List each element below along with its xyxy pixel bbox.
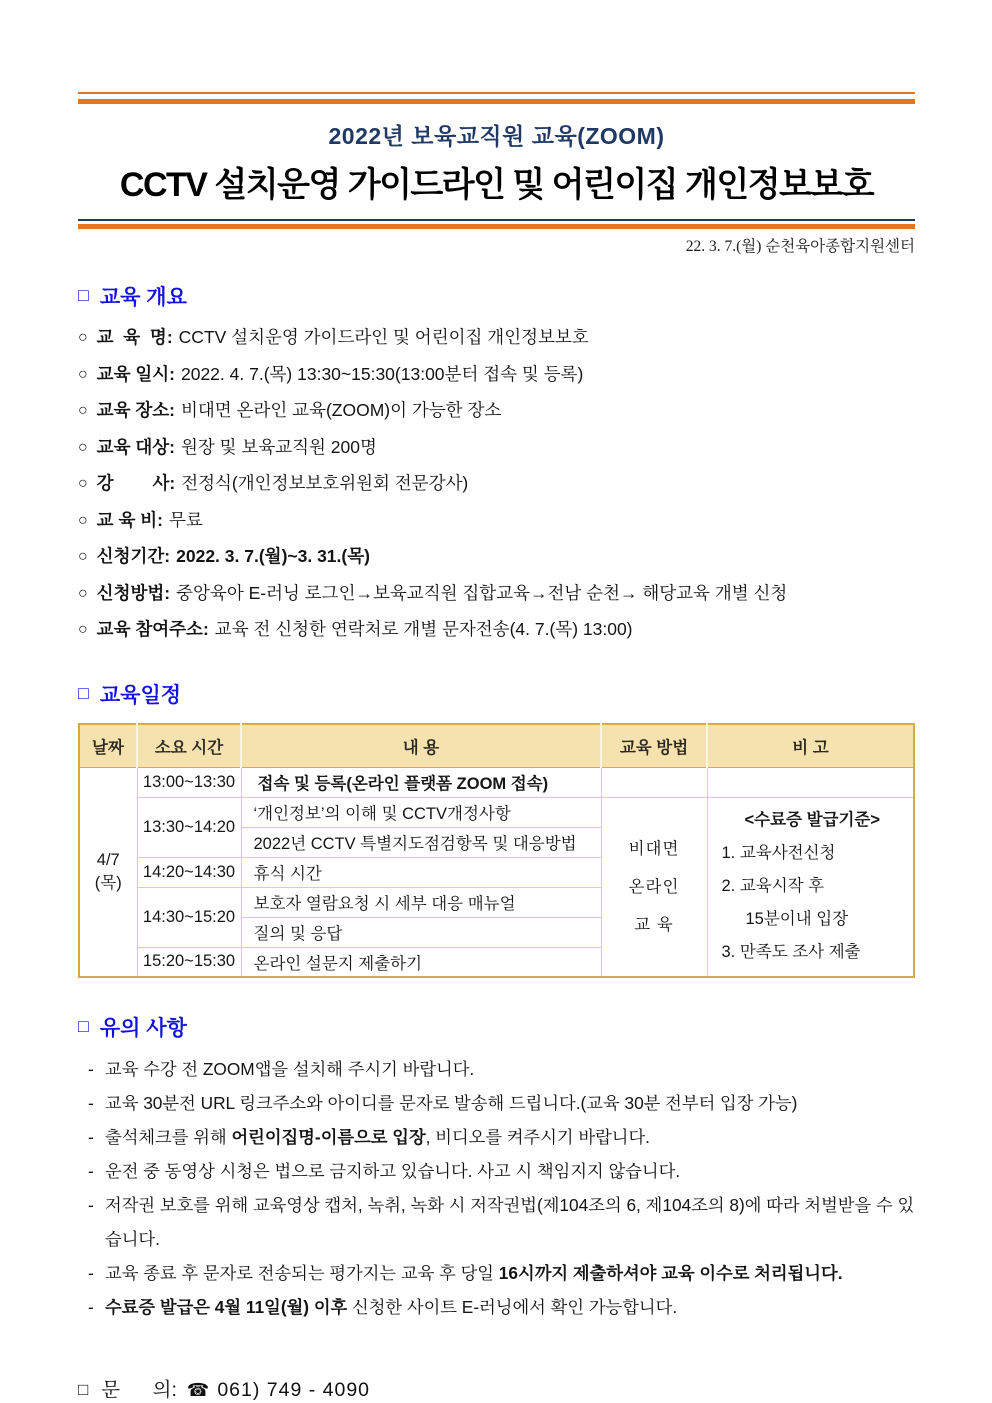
overview-item-label: 교 육 비:: [96, 509, 163, 530]
dash-bullet-icon: -: [88, 1297, 94, 1317]
notes-item-text: [105, 1256, 915, 1290]
schedule-header-method: 교육 방법: [601, 724, 707, 767]
section-heading-notes: [78, 1012, 915, 1042]
title-divider-orange-line: [78, 224, 915, 229]
schedule-header-row: [79, 724, 914, 767]
notes-items: [78, 1052, 915, 1324]
overview-item-value: 비대면 온라인 교육(ZOOM)이 가능한 장소: [180, 400, 502, 420]
circle-bullet-icon: ○: [78, 621, 88, 638]
overview-item-label: 신청기간:: [96, 546, 171, 566]
overview-item-label: 교 육 명:: [96, 327, 173, 347]
overview-item: [78, 326, 915, 350]
schedule-row: [79, 797, 914, 827]
notes-item-segment: 교육 종료 후 문자로 전송되는 평가지는 교육 후 당일: [105, 1263, 499, 1283]
dash-bullet-icon: -: [88, 1093, 94, 1113]
circle-bullet-icon: ○: [78, 365, 88, 383]
overview-item-value: CCTV 설치운영 가이드라인 및 어린이집 개인정보보호: [178, 327, 589, 347]
overview-item-value: 2022. 4. 7.(목) 13:30~15:30(13:00분터 접속 및 등록): [180, 363, 584, 384]
phone-icon: ☎: [186, 1380, 210, 1400]
content-cell: 온라인 설문지 제출하기: [241, 947, 601, 977]
notes-item: [78, 1052, 915, 1086]
square-bullet-icon: □: [78, 284, 89, 305]
dash-bullet-icon: -: [88, 1195, 94, 1215]
overview-item-value: 2022. 3. 7.(월)~3. 31.(목): [176, 546, 370, 566]
date-line: (목): [94, 873, 122, 892]
overview-items: [78, 326, 915, 642]
content-cell: 접속 및 등록(온라인 플랫폼 ZOOM 접속): [241, 767, 601, 797]
circle-bullet-icon: ○: [78, 511, 88, 529]
overview-item: [78, 436, 915, 460]
notes-item-segment: 교육 30분전 URL 링크주소와 아이디를 문자로 발송해 드립니다.(교육 30분 전부터 입장 가능): [105, 1093, 798, 1113]
overview-item: [78, 545, 915, 569]
overview-item: [78, 399, 915, 423]
dash-bullet-icon: -: [88, 1059, 94, 1079]
method-cell: [601, 797, 707, 977]
section-heading-schedule: [78, 679, 915, 709]
certificate-note-line: 15분이내 입장: [745, 910, 849, 929]
notes-item: [78, 1086, 915, 1120]
schedule-row: [79, 767, 914, 797]
notes-item: [78, 1188, 915, 1256]
overview-item-label: 교육 장소:: [96, 400, 175, 420]
notes-item-segment: 수료증 발급은 4월 11일(월) 이후: [105, 1297, 348, 1317]
overview-item-label: 교육 일시:: [96, 363, 175, 384]
content-cell: ‘개인정보’의 이해 및 CCTV개정사항: [241, 797, 601, 827]
overview-item-label: 신청방법:: [96, 582, 171, 603]
schedule-header-date: 날짜: [79, 724, 137, 767]
notes-item: [78, 1290, 915, 1324]
method-line: 온라인: [628, 877, 680, 896]
date-cell: [79, 767, 137, 977]
circle-bullet-icon: ○: [78, 402, 88, 419]
overview-item-value: 전정식(개인정보보호위원회 전문강사): [181, 473, 469, 493]
top-divider: [78, 92, 915, 104]
doc-title: CCTV 설치운영 가이드라인 및 어린이집 개인정보보호: [119, 166, 874, 204]
notes-item-segment: , 비디오를 켜주시기 바랍니다.: [425, 1127, 650, 1147]
dash-bullet-icon: -: [88, 1127, 94, 1147]
time-cell: 14:20~14:30: [137, 857, 241, 887]
overview-item-label: 교육 대상:: [96, 436, 175, 457]
section-heading-overview: [78, 281, 915, 311]
notes-item: [78, 1154, 915, 1188]
notes-item-segment: 출석체크를 위해: [105, 1127, 232, 1147]
section-heading-schedule-label: 교육일정: [99, 684, 182, 707]
circle-bullet-icon: ○: [78, 584, 88, 602]
notes-item-text: [105, 1154, 915, 1188]
overview-item: [78, 363, 915, 387]
date-line: 4/7: [96, 850, 120, 869]
overview-item: [78, 618, 915, 642]
content-cell: 2022년 CCTV 특별지도점검항목 및 대응방법: [241, 827, 601, 857]
circle-bullet-icon: ○: [78, 475, 88, 492]
notes-item-segment: 교육 수강 전 ZOOM앱을 설치해 주시기 바랍니다.: [105, 1059, 475, 1079]
contact-phone-number: 061) 749 - 4090: [217, 1379, 371, 1401]
date-org-line: 22. 3. 7.(월) 순천육아종합지원센터: [685, 238, 915, 255]
overview-item: [78, 509, 915, 533]
time-cell: 15:20~15:30: [137, 947, 241, 977]
square-bullet-icon: □: [78, 682, 89, 703]
title-divider: [78, 219, 915, 229]
dash-bullet-icon: -: [88, 1161, 94, 1181]
content-cell: 보호자 열람요청 시 세부 대응 매뉴얼: [241, 887, 601, 917]
certificate-note-line: 2. 교육시작 후: [721, 877, 825, 896]
contact-label: 문 의:: [101, 1379, 177, 1401]
certificate-note-cell: [707, 797, 914, 977]
notes-item-text: [105, 1052, 915, 1086]
certificate-note-title: <수료증 발급기준>: [744, 811, 880, 830]
overview-item-value: 교육 전 신청한 연락처로 개별 문자전송(4. 7.(목) 13:00): [214, 619, 633, 639]
time-cell: 13:30~14:20: [137, 797, 241, 857]
notes-item-text: [105, 1290, 915, 1324]
notes-item-text: [105, 1086, 915, 1120]
circle-bullet-icon: ○: [78, 329, 88, 346]
notes-item-segment: 16시까지 제출하셔야 교육 이수로 처리됩니다.: [498, 1263, 843, 1283]
section-heading-notes-label: 유의 사항: [99, 1017, 187, 1040]
certificate-note-line: 3. 만족도 조사 제출: [721, 943, 861, 962]
overview-item-value: 원장 및 보육교직원 200명: [180, 436, 377, 457]
schedule-header-note: 비 고: [707, 724, 914, 767]
circle-bullet-icon: ○: [78, 548, 88, 565]
dash-bullet-icon: -: [88, 1263, 94, 1283]
circle-bullet-icon: ○: [78, 438, 88, 456]
time-cell: 14:30~15:20: [137, 887, 241, 947]
notes-item-segment: 어린이집명-이름으로 입장: [231, 1127, 426, 1147]
notes-item: [78, 1256, 915, 1290]
top-divider-thick-line: [78, 99, 915, 104]
schedule-header-content: 내 용: [241, 724, 601, 767]
schedule-table: [78, 723, 915, 978]
overview-item-label: 교육 참여주소:: [96, 619, 209, 639]
notes-item-segment: 신청한 사이트 E-러닝에서 확인 가능합니다.: [347, 1297, 678, 1317]
method-line: 교 육: [634, 915, 674, 934]
overview-item-value: 중앙육아 E-러닝 로그인→보육교직원 집합교육→전남 순천→ 해당교육 개별 신청: [176, 582, 788, 603]
overview-item: [78, 472, 915, 496]
schedule-tbody: [79, 767, 914, 977]
method-line: 비대면: [628, 839, 680, 858]
notes-item-segment: 저작권 보호를 위해 교육영상 캡처, 녹취, 녹화 시 저작권법(제104조의 6, 제104조의 8)에 따라 처벌받을 수 있습니다.: [105, 1195, 915, 1249]
time-cell: 13:00~13:30: [137, 767, 241, 797]
contact-line: [78, 1374, 915, 1402]
section-heading-overview-label: 교육 개요: [99, 286, 187, 309]
square-bullet-icon: □: [78, 1015, 89, 1036]
content-cell: 질의 및 응답: [241, 917, 601, 947]
notes-item-segment: 운전 중 동영상 시청은 법으로 금지하고 있습니다. 사고 시 책임지지 않습니다.: [105, 1161, 681, 1181]
content-cell: 휴식 시간: [241, 857, 601, 887]
notes-item: [78, 1120, 915, 1154]
square-bullet-icon: □: [78, 1380, 89, 1399]
schedule-header-time: 소요 시간: [137, 724, 241, 767]
overview-item-label: 강 사:: [96, 473, 176, 493]
notes-item-text: [105, 1120, 915, 1154]
certificate-note-line: 1. 교육사전신청: [721, 844, 836, 863]
note-cell-empty: [707, 767, 914, 797]
notes-item-text: [105, 1188, 915, 1256]
doc-subtitle: 2022년 보육교직원 교육(ZOOM): [328, 123, 665, 149]
overview-item-value: 무료: [168, 509, 203, 530]
overview-item: [78, 582, 915, 606]
method-cell-empty: [601, 767, 707, 797]
